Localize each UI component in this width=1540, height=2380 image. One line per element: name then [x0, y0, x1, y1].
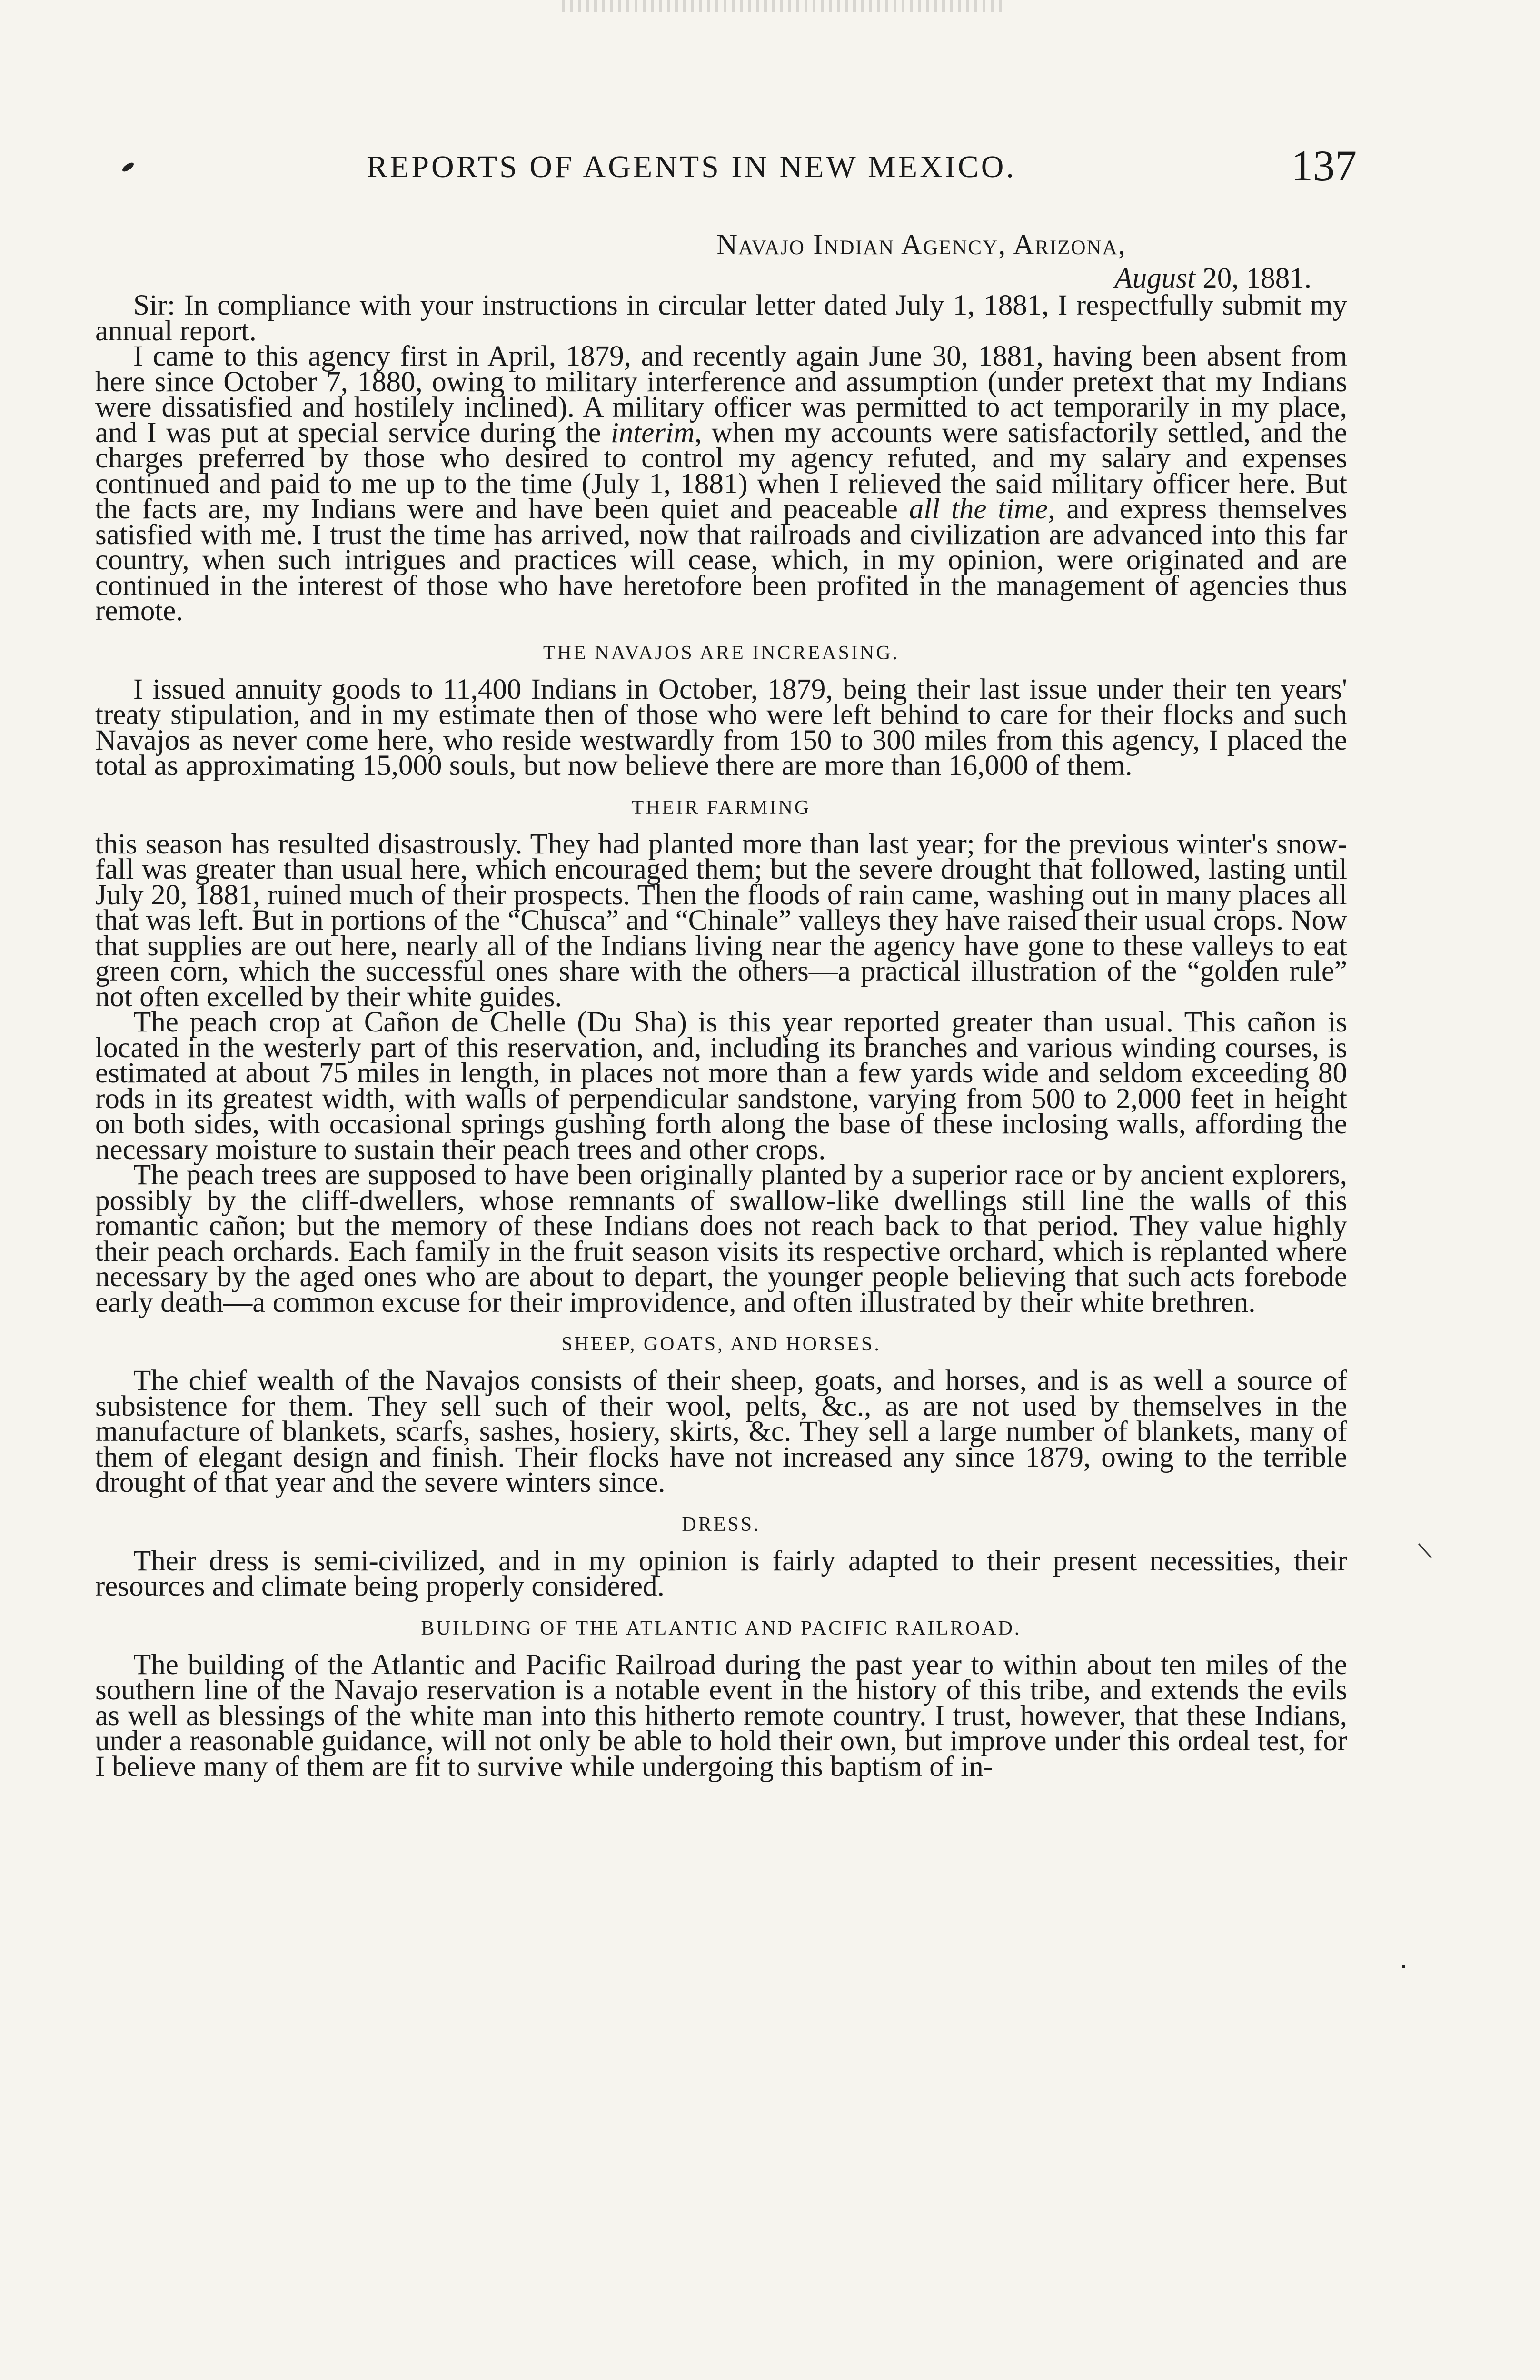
section-heading-increasing: THE NAVAJOS ARE INCREASING. [543, 642, 900, 664]
paragraph-agency-history-interim: interim [610, 416, 695, 449]
page-header [324, 140, 1357, 198]
paragraph-agency-history-part-1: I came to this agency first in April, 1879, and recently again June 30, 1881, having been absent from here since October 7, 1880, owing to military interference and assumption (under pretext that my Indians were dissatisfied and hostilely inclined). A military officer was permitted to act temporarily in my place, and I was put at special service during the [95, 340, 1347, 449]
paragraph-salutation: Sir: In compliance with your instructions in circular letter dated July 1, 1881, I respectfully submit my annual report. [95, 289, 1347, 347]
paragraph-agency-history [95, 340, 1347, 627]
page-number: 137 [1291, 141, 1357, 190]
margin-mark [121, 161, 135, 173]
stray-mark [1418, 1543, 1432, 1558]
dateline-date-rest: 20, 1881. [1195, 262, 1311, 294]
paragraph-population: I issued annuity goods to 11,400 Indians in October, 1879, being their last issue under their ten years' treaty stipulation, and in my estimate then of those who were left behind to care for their flocks and such Navajos as never come here, who reside westwardly from 150 to 300 miles from this agency, I placed the total as approximating 15,000 souls, but now believe there are more than 16,000 of them. [95, 673, 1347, 782]
paragraph-peach-crop: The peach crop at Cañon de Chelle (Du Sha) is this year reported greater than usual. This cañon is located in the westerly part of this reservation, and, including its branches and various winding courses, is estimated at about 75 miles in length, in places not more than a few yards wide and seldom exceeding 80 rods in its greatest width, with walls of perpendicular sandstone, varying from 500 to 2,000 feet in height on both sides, with occasional springs gushing forth along the base of these inclosing walls, affording the necessary moisture to sustain their peach trees and other crops. [95, 1006, 1347, 1166]
scan-noise [562, 0, 1004, 12]
dateline-place: Navajo Indian Agency, Arizona, [716, 229, 1126, 261]
dateline-date-day: August [1114, 262, 1195, 294]
report-body [95, 289, 1347, 1783]
section-heading-livestock: SHEEP, GOATS, AND HORSES. [561, 1333, 881, 1355]
paragraph-dress: Their dress is semi-civilized, and in my opinion is fairly adapted to their present necessities, their resources and climate being properly considered. [95, 1545, 1347, 1602]
paragraph-railroad: The building of the Atlantic and Pacific Railroad during the past year to within about ten miles of the southern line of the Navajo reservation is a notable event in the history of this tribe, and extends the evils as well as blessings of the white man into this hitherto remote country. I trust, however, that these Indians, under a reasonable guidance, will not only be able to hold their own, but improve under this ordeal test, for I believe many of them are fit to survive while undergoing this baptism of in- [95, 1648, 1347, 1783]
section-heading-farming: THEIR FARMING [631, 796, 811, 819]
paragraph-agency-history-part-3: , and express themselves satisfied with me. I trust the time has arrived, now that railroads and civilization are advanced into this far country, when such intrigues and practices will cease, which, in my opinion, were originated and are continued in the interest of those who have heretofore been profited in the management of agencies thus remote. [95, 493, 1347, 627]
paragraph-agency-history-part-2: , when my accounts were satisfactorily settled, and the charges preferred by those who desired to control my agency refuted, and my salary and expenses continued and paid to me up to the time (July 1, 1881) when I relieved the said military officer here. But the facts are, my Indians were and have been quiet and peaceable [95, 416, 1347, 525]
paragraph-farming: this season has resulted disastrously. They had planted more than last year; for the previous winter's snow-fall was greater than usual here, which encouraged them; but the severe drought that followed, lasting until July 20, 1881, ruined much of their prospects. Then the floods of rain came, washing out in many places all that was left. But in portions of the “Chusca” and “Chinale” valleys they have raised their usual crops. Now that supplies are out here, nearly all of the Indians living near the agency have gone to these valleys to eat green corn, which the successful ones share with the others—a practical illustration of the “golden rule” not often excelled by their white guides. [95, 828, 1347, 1013]
paragraph-livestock: The chief wealth of the Navajos consists of their sheep, goats, and horses, and is as well a source of subsistence for them. They sell such of their wool, pelts, &c., as are not used by themselves in the manufacture of blankets, scarfs, sashes, hosiery, skirts, &c. They sell a large number of blankets, many of them of elegant design and finish. Their flocks have not increased any since 1879, owing to the terrible drought of that year and the severe winters since. [95, 1365, 1347, 1498]
dot-mark [1402, 1965, 1405, 1968]
paragraph-agency-history-all-the-time: all the time [909, 493, 1048, 525]
dateline [716, 228, 1335, 295]
section-heading-railroad: BUILDING OF THE ATLANTIC AND PACIFIC RAILROAD. [421, 1617, 1022, 1639]
section-heading-dress: DRESS. [682, 1513, 761, 1536]
paragraph-peach-trees: The peach trees are supposed to have been originally planted by a superior race or by ancient explorers, possibly by the cliff-dwellers, whose remnants of swallow-like dwellings still line the walls of this romantic cañon; but the memory of these Indians does not reach back to that period. They value highly their peach orchards. Each family in the fruit season visits its respective orchard, which is replanted where necessary by the aged ones who are about to depart, the younger people believing that such acts forebode early death—a common excuse for their improvidence, and often illustrated by their white brethren. [95, 1159, 1347, 1319]
running-head: REPORTS OF AGENTS IN NEW MEXICO. [367, 149, 1016, 184]
